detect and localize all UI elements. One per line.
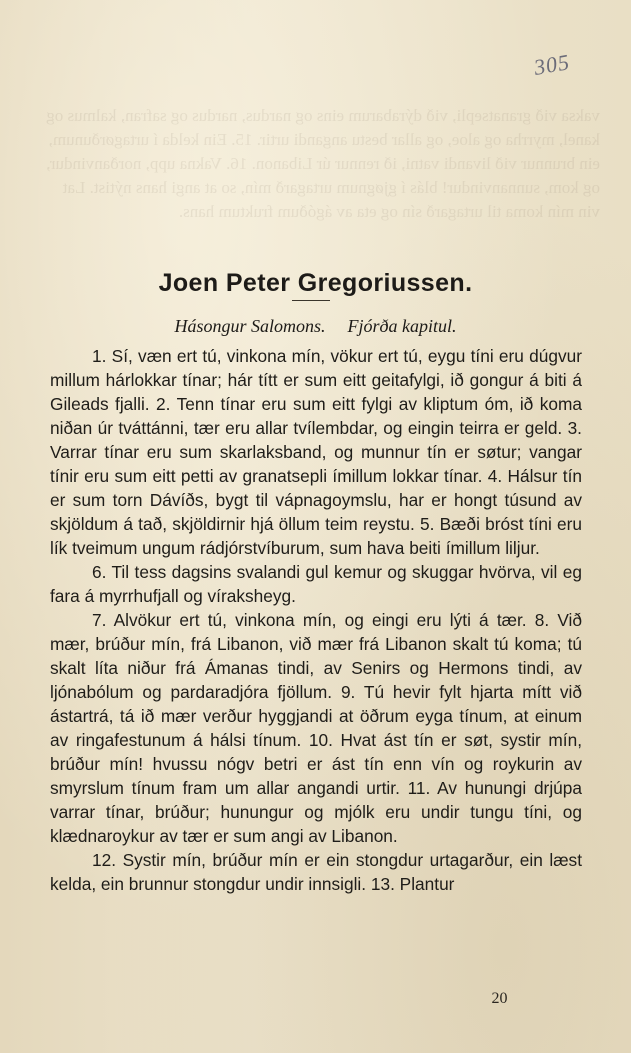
chapter-author-title: Joen Peter Gregoriussen. xyxy=(158,268,473,297)
paragraph: 7. Alvökur ert tú, vinkona mín, og eingi eru lýti á tær. 8. Við mær, brúður mín, frá Libanon, við mær frá Libanon skalt tú koma; tú skalt líta niður frá Ámanas tindi, av Senirs og Hermons tindi, av ljónabólum og pardaradjóra fjöllum. 9. Tú hevir fylt hjarta mítt við ástartrá, tá ið mær verður hyggjandi at öðrum eyga tínum, at einum av ringafestunum á hálsi tínum. 10. Hvat ást tín er søt, systir mín, brúður mín! hvussu nógv betri er ást tín enn vín og roykurin av smyrslum tínum fram um allar angandi urtir. 11. Av hunungi drjúpa varrar tínar, brúður; hunungur og mjólk eru undir tungu tíni, og klædnaroykur av tær er sum angi av Libanon. xyxy=(50,610,582,846)
show-through-text: vaksa við granatsepli, við dýrabarum eins og nardus, nardus og safran, kalmus og kanel, myrrha og aloe, og allar bestu angandi urtir. 15. Ein kelda í urtagørðunum, ein brunnur við livandi vatni, ið rennur úr Libanon. 16. Vakna upp, norðanvindur, og kom, sunnanvindur! blás í gjøgnum urtagarð mín, so at angi hans nýtist. Lat vin mín koma til urtagarð sín og eta av ágóðum fruktum hans. xyxy=(46,106,600,221)
book-chapter-heading xyxy=(0,316,631,337)
handwritten-folio-number: 305 xyxy=(532,49,572,80)
paragraph: 1. Sí, væn ert tú, vinkona mín, vökur ert tú, eygu tíni eru dúgvur millum hárlokkar tínar; hár títt er sum eitt geitafylgi, ið gongur á biti á Gileads fjalli. 2. Tenn tínar eru sum eitt fylgi av kliptum óm, ið koma niðan úr tváttánni, tær eru allar tvílembdar, og eingin teirra er geld. 3. Varrar tínar eru sum skarlaksband, og munnur tín er søtur; vangar tínir eru sum eitt petti av granatsepli ímillum lokkar tínar. 4. Hálsur tín er sum torn Dávíðs, bygt til vápnagoymslu, har er hongt túsund av skjöldum á tað, skjöldirnir hjá öllum teim reystu. 5. Bæði bróst tíni eru lík tveimum ungum rádjórstvíburum, sum hava beiti ímillum liljur. xyxy=(50,346,582,558)
paragraph: 12. Systir mín, brúður mín er ein stongdur urtagarður, ein læst kelda, ein brunnur stongdur undir innsigli. 13. Plantur xyxy=(50,850,582,894)
page-number: 20 xyxy=(491,990,508,1007)
verse-text-block xyxy=(50,344,582,896)
chapter-name: Fjórða kapitul. xyxy=(347,316,457,336)
title-divider xyxy=(292,300,330,301)
paragraph: 6. Til tess dagsins svalandi gul kemur og skuggar hvörva, vil eg fara á myrrhufjall og víraksheyg. xyxy=(50,562,582,606)
book-name: Hásongur Salomons. xyxy=(174,316,326,336)
